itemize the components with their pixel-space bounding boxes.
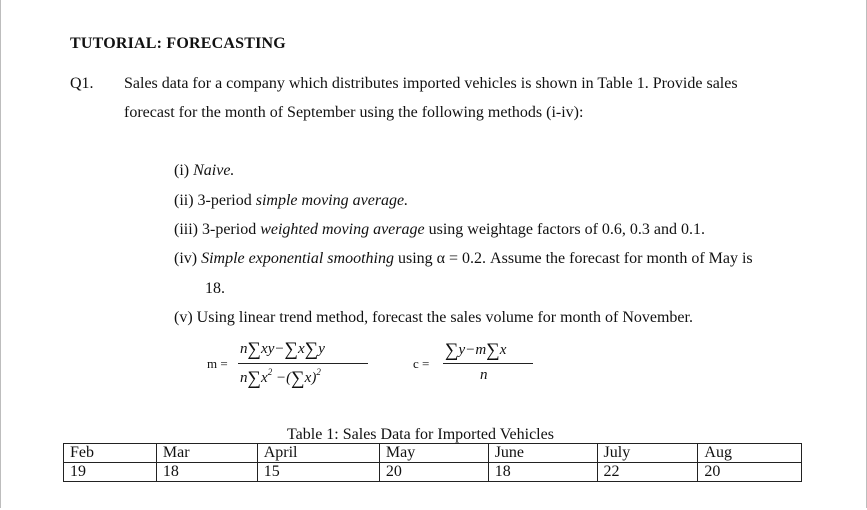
table-cell-sales: 20	[698, 463, 802, 482]
method-item-iv-continued	[205, 280, 225, 298]
table-cell-sales: 18	[488, 463, 597, 482]
method-number: 18.	[205, 280, 225, 297]
method-number: (iii) 3-period	[174, 221, 261, 238]
table-cell-month: Mar	[156, 444, 257, 463]
table-cell-sales: 22	[597, 463, 698, 482]
method-number: (ii) 3-period	[174, 192, 256, 209]
method-item-i	[174, 162, 234, 180]
table-cell-sales: 20	[379, 463, 488, 482]
intercept-numerator: ∑y−m∑x	[445, 340, 507, 361]
method-name: simple moving average.	[255, 192, 409, 209]
intercept-denominator: n	[480, 367, 488, 383]
method-item-iv	[174, 250, 753, 268]
table-cell-month: June	[488, 444, 597, 463]
table-cell-month: July	[597, 444, 698, 463]
method-name: weighted moving average	[260, 221, 425, 238]
method-name: Naive.	[193, 162, 235, 179]
method-item-ii	[174, 192, 408, 210]
table-cell-month: May	[379, 444, 488, 463]
method-number: (v) Using linear trend method, forecast the sales volume for month of November.	[174, 309, 693, 326]
slope-formula-label: m =	[207, 356, 228, 371]
table-cell-sales: 19	[64, 463, 157, 482]
method-name: Simple exponential smoothing	[201, 250, 394, 267]
table-cell-month: Aug	[698, 444, 802, 463]
slope-fraction-line	[238, 363, 368, 364]
question-label: Q1.	[70, 75, 94, 92]
table-cell-month: Feb	[64, 444, 157, 463]
table-row-sales	[64, 463, 802, 482]
document-title: TUTORIAL: FORECASTING	[70, 35, 286, 52]
table-cell-sales: 15	[257, 463, 379, 482]
method-item-v	[174, 309, 693, 327]
slope-denominator: $n\sum x^2 -(\sum x)^2$	[240, 367, 321, 389]
question-text-line-2: forecast for the month of September using the following methods (i-iv):	[124, 104, 584, 121]
method-item-iii	[174, 221, 705, 239]
sales-data-table	[63, 443, 802, 482]
slope-numerator: n∑xy−∑x∑y	[240, 339, 325, 360]
method-number: (iv)	[174, 250, 202, 267]
intercept-formula-label: c =	[413, 356, 430, 371]
question-text-line-1: Sales data for a company which distributes imported vehicles is shown in Table 1. Provide sales	[124, 75, 738, 92]
method-detail: using weightage factors of 0.6, 0.3 and 0.1.	[424, 221, 705, 238]
intercept-fraction-line	[443, 363, 533, 364]
table-cell-month: April	[257, 444, 379, 463]
method-detail: using α = 0.2. Assume the forecast for month of May is	[393, 250, 753, 267]
table-caption: Table 1: Sales Data for Imported Vehicles	[287, 426, 554, 443]
table-cell-sales: 18	[156, 463, 257, 482]
method-number: (i)	[174, 162, 194, 179]
table-row-months	[64, 444, 802, 463]
